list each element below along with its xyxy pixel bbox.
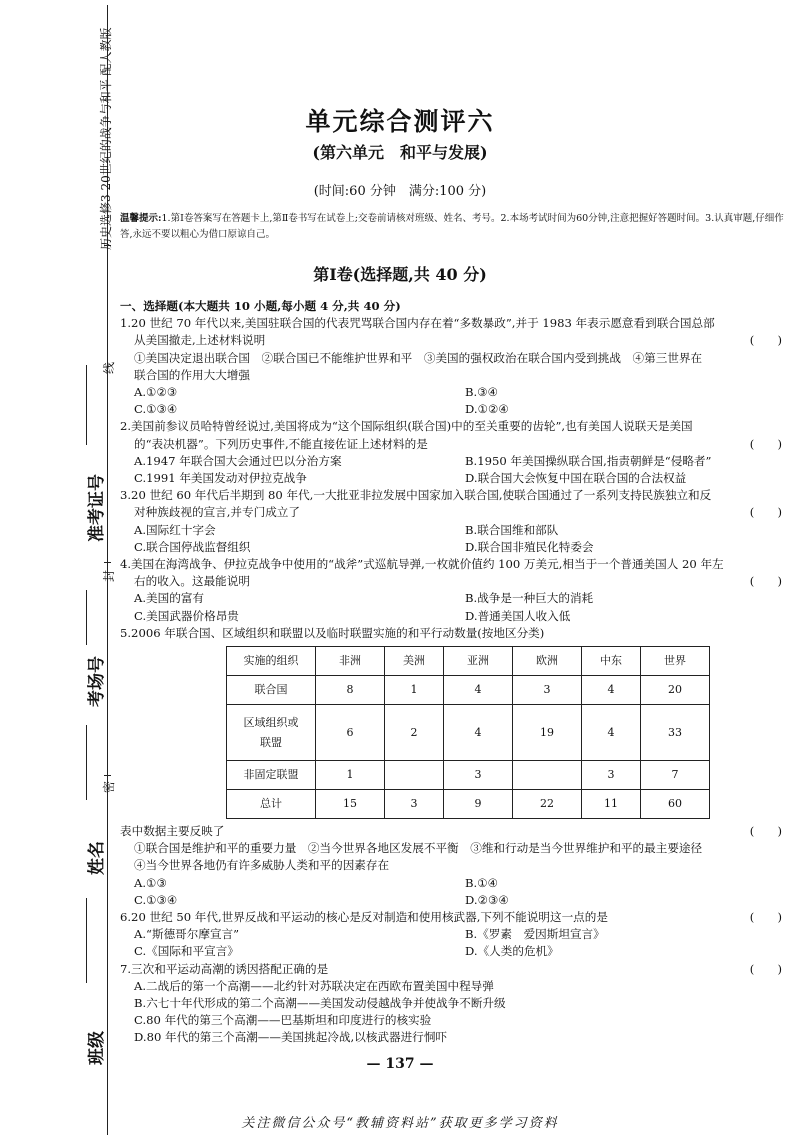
q4-option-d[interactable]: D.普通美国人收入低 bbox=[465, 608, 571, 623]
table-cell bbox=[513, 761, 582, 790]
q6-option-d[interactable]: D.《人类的危机》 bbox=[465, 944, 559, 959]
q5-option-d[interactable]: D.②③④ bbox=[465, 892, 509, 907]
q7-option-a[interactable]: A.二战后的第一个高潮——北约针对苏联决定在西欧布置美国中程导弹 bbox=[134, 978, 494, 993]
promo-text: 关注微信公众号“教辅资料站”获取更多学习资料 bbox=[241, 1116, 559, 1131]
margin-tick bbox=[104, 562, 111, 563]
q1-statements-line2: 联合国的作用大大增强 bbox=[134, 367, 250, 382]
exam-tips bbox=[120, 211, 790, 243]
q2-option-d[interactable]: D.联合国大会恢复中国在联合国的合法权益 bbox=[465, 471, 687, 485]
table-cell: 33 bbox=[641, 705, 710, 761]
q1-statements-line1: ①美国决定退出联合国 ②联合国已不能维护世界和平 ③美国的强权政治在联合国内受到挑战 ④第三世界在 bbox=[134, 350, 703, 365]
table-header-cell: 实施的组织 bbox=[227, 647, 316, 676]
q1-option-d[interactable]: D.①②④ bbox=[465, 402, 509, 417]
table-cell: 1 bbox=[385, 676, 444, 705]
class-label: 班级 bbox=[87, 1031, 107, 1065]
q5-option-a[interactable]: A.①③ bbox=[134, 875, 167, 890]
q1-option-c[interactable]: C.①③④ bbox=[134, 402, 178, 417]
q7-option-b[interactable]: B.六七十年代形成的第二个高潮——美国发动侵越战争并使战争不断升级 bbox=[134, 995, 506, 1010]
q7-option-d[interactable]: D.80 年代的第三个高潮——美国挑起冷战,以核武器进行恫吓 bbox=[134, 1030, 447, 1045]
table-cell: 3 bbox=[385, 790, 444, 819]
name-label: 姓名 bbox=[87, 841, 107, 875]
q5-data-table bbox=[226, 646, 710, 819]
q2-answer-bracket[interactable]: ( ) bbox=[749, 436, 782, 451]
q6-options-ab bbox=[120, 926, 790, 943]
table-cell: 8 bbox=[316, 676, 385, 705]
q7-answer-bracket[interactable]: ( ) bbox=[749, 961, 782, 976]
table-cell: 7 bbox=[641, 761, 710, 790]
exam-room-blank[interactable] bbox=[86, 590, 87, 645]
q5-stem: 5.2006 年联合国、区域组织和联盟以及临时联盟实施的和平行动数量(按地区分类) bbox=[120, 625, 545, 640]
q4-answer-bracket[interactable]: ( ) bbox=[749, 574, 782, 589]
q4-option-c[interactable]: C.美国武器价格昂贵 bbox=[134, 608, 239, 623]
q1-options-cd bbox=[120, 401, 790, 418]
table-cell: 3 bbox=[582, 761, 641, 790]
q1-stem-row bbox=[120, 332, 790, 349]
seal-feng: 封 bbox=[102, 569, 116, 582]
table-cell: 2 bbox=[385, 705, 444, 761]
margin-tick bbox=[104, 775, 111, 776]
q2-stem-line2: 的“表决机器”。下列历史事件,不能直接佐证上述材料的是 bbox=[134, 436, 428, 451]
page-title: 单元综合测评六 bbox=[305, 107, 495, 136]
q7-stem: 7.三次和平运动高潮的诱因搭配正确的是 bbox=[120, 961, 329, 976]
seal-xian: 线 bbox=[102, 361, 116, 374]
table-header-cell: 非洲 bbox=[316, 647, 385, 676]
q7-stem-row bbox=[120, 961, 790, 978]
q6-option-a[interactable]: A.“斯德哥尔摩宣言” bbox=[134, 927, 240, 942]
q1-stem-line2: 从美国撤走,上述材料说明 bbox=[134, 333, 266, 348]
table-cell: 非固定联盟 bbox=[227, 761, 316, 790]
q5-answer-bracket[interactable]: ( ) bbox=[749, 824, 782, 838]
q2-stem-row bbox=[120, 436, 790, 453]
q1-option-a[interactable]: A.①②③ bbox=[134, 385, 178, 399]
q3-answer-bracket[interactable]: ( ) bbox=[749, 505, 782, 520]
q3-stem-row bbox=[120, 504, 790, 521]
q3-option-c[interactable]: C.联合国停战监督组织 bbox=[134, 539, 251, 554]
table-cell: 4 bbox=[582, 676, 641, 705]
q1-options-ab bbox=[120, 384, 790, 401]
table-cell: 15 bbox=[316, 790, 385, 819]
table-cell: 联合国 bbox=[227, 676, 316, 705]
q6-stem-row bbox=[120, 909, 790, 926]
q5-options-ab bbox=[120, 875, 790, 892]
table-cell: 1 bbox=[316, 761, 385, 790]
table-header-cell: 世界 bbox=[641, 647, 710, 676]
q4-option-b[interactable]: B.战争是一种巨大的消耗 bbox=[465, 591, 594, 606]
q3-stem-line2: 对种族歧视的宣言,并专门成立了 bbox=[134, 505, 300, 520]
table-cell: 4 bbox=[444, 676, 513, 705]
page-number: — 137 — bbox=[366, 1056, 434, 1072]
table-row bbox=[227, 705, 710, 761]
time-info: (时间:60 分钟 满分:100 分) bbox=[313, 184, 487, 199]
tips-label: 温馨提示: bbox=[120, 213, 162, 224]
q5-option-c[interactable]: C.①③④ bbox=[134, 892, 178, 907]
table-row bbox=[227, 676, 710, 705]
table-row bbox=[227, 761, 710, 790]
table-cell: 总计 bbox=[227, 790, 316, 819]
tips-text: 1.第Ⅰ卷答案写在答题卡上,第Ⅱ卷书写在试卷上;交卷前请核对班级、姓名、考号。2.本场考试时间为60分钟,注意把握好答题时间。3.认真审题,仔细作答,永远不要以粗心为借口原谅自己。 bbox=[120, 213, 784, 240]
q6-options-cd bbox=[120, 943, 790, 960]
section-title: 第Ⅰ卷(选择题,共 40 分) bbox=[313, 265, 487, 284]
q3-option-a[interactable]: A.国际红十字会 bbox=[134, 522, 216, 537]
q5-after-row bbox=[120, 823, 790, 840]
table-cell: 4 bbox=[444, 705, 513, 761]
q4-stem-line2: 右的收入。这最能说明 bbox=[134, 574, 250, 589]
q5-statements-line1: ①联合国是维护和平的重要力量 ②当今世界各地区发展不平衡 ③维和行动是当今世界维护和平的最主要途径 bbox=[134, 841, 703, 856]
q4-options-cd bbox=[120, 608, 790, 625]
q3-options-cd bbox=[120, 539, 790, 556]
seal-mi: 密 bbox=[102, 780, 116, 793]
table-header-cell: 亚洲 bbox=[444, 647, 513, 676]
q4-option-a[interactable]: A.美国的富有 bbox=[134, 591, 205, 606]
table-cell: 区域组织或联盟 bbox=[227, 705, 316, 761]
q1-option-b[interactable]: B.③④ bbox=[465, 385, 498, 399]
table-cell: 19 bbox=[513, 705, 582, 761]
q3-stem-line1: 3.20 世纪 60 年代后半期到 80 年代,一大批亚非拉发展中国家加入联合国,使联合国通过了一系列支持民族独立和反 bbox=[120, 488, 712, 503]
table-cell: 11 bbox=[582, 790, 641, 819]
q1-stem-line1: 1.20 世纪 70 年代以来,美国驻联合国的代表咒骂联合国内存在着“多数暴政”,并于 1983 年表示愿意看到联合国总部 bbox=[120, 316, 715, 331]
table-cell: 6 bbox=[316, 705, 385, 761]
q6-answer-bracket[interactable]: ( ) bbox=[749, 910, 782, 924]
q2-options-ab bbox=[120, 453, 790, 470]
q6-option-c[interactable]: C.《国际和平宣言》 bbox=[134, 944, 239, 959]
q2-options-cd bbox=[120, 470, 790, 487]
exam-id-blank[interactable] bbox=[86, 365, 87, 445]
q6-option-b[interactable]: B.《罗素 爱因斯坦宣言》 bbox=[465, 927, 605, 942]
table-cell: 22 bbox=[513, 790, 582, 819]
table-cell: 4 bbox=[582, 705, 641, 761]
exam-room-label: 考场号 bbox=[87, 656, 107, 707]
table-header-cell: 美洲 bbox=[385, 647, 444, 676]
q7-option-c[interactable]: C.80 年代的第三个高潮——巴基斯坦和印度进行的核实验 bbox=[134, 1013, 432, 1028]
q3-option-d[interactable]: D.联合国非殖民化特委会 bbox=[465, 539, 594, 554]
q5-after-stem: 表中数据主要反映了 bbox=[120, 824, 225, 838]
exam-id-label: 准考证号 bbox=[87, 474, 107, 542]
q6-stem: 6.20 世纪 50 年代,世界反战和平运动的核心是反对制造和使用核武器,下列不能说明这一点的是 bbox=[120, 910, 608, 924]
questions bbox=[120, 298, 790, 1047]
q2-option-a[interactable]: A.1947 年联合国大会通过巴以分治方案 bbox=[134, 453, 342, 468]
q2-option-c[interactable]: C.1991 年美国发动对伊拉克战争 bbox=[134, 471, 307, 485]
table-header-cell: 欧洲 bbox=[513, 647, 582, 676]
table-cell: 60 bbox=[641, 790, 710, 819]
table-cell: 9 bbox=[444, 790, 513, 819]
q4-options-ab bbox=[120, 590, 790, 607]
q5-statements-line2: ④当今世界各地仍有许多威胁人类和平的因素存在 bbox=[134, 858, 390, 873]
q5-options-cd bbox=[120, 892, 790, 909]
series-label: 历史选修3 20世纪的战争与和平 配人教版 bbox=[99, 27, 113, 250]
q1-answer-bracket[interactable]: ( ) bbox=[749, 333, 782, 348]
table-cell: 20 bbox=[641, 676, 710, 705]
q4-stem-line1: 4.美国在海湾战争、伊拉克战争中使用的“战斧”式巡航导弹,一枚就价值约 100 万美元,相当于一个普通美国人 20 年左 bbox=[120, 557, 724, 571]
q3-option-b[interactable]: B.联合国维和部队 bbox=[465, 522, 559, 537]
q4-stem-row bbox=[120, 573, 790, 590]
q3-options-ab bbox=[120, 522, 790, 539]
table-cell bbox=[385, 761, 444, 790]
q2-option-b[interactable]: B.1950 年美国操纵联合国,指责朝鲜是“侵略者” bbox=[465, 453, 712, 468]
q2-stem-line1: 2.美国前参议员哈特曾经说过,美国将成为“这个国际组织(联合国)中的至关重要的齿轮”,也有美国人说联天是美国 bbox=[120, 419, 693, 434]
class-blank[interactable] bbox=[86, 898, 87, 983]
page-subtitle: (第六单元 和平与发展) bbox=[312, 143, 488, 162]
table-cell: 3 bbox=[444, 761, 513, 790]
table-header-cell: 中东 bbox=[582, 647, 641, 676]
q5-option-b[interactable]: B.①④ bbox=[465, 875, 498, 890]
section-heading: 一、选择题(本大题共 10 小题,每小题 4 分,共 40 分) bbox=[120, 299, 401, 313]
table-row bbox=[227, 790, 710, 819]
table-header-row bbox=[227, 647, 710, 676]
table-cell: 3 bbox=[513, 676, 582, 705]
name-blank[interactable] bbox=[86, 725, 87, 800]
